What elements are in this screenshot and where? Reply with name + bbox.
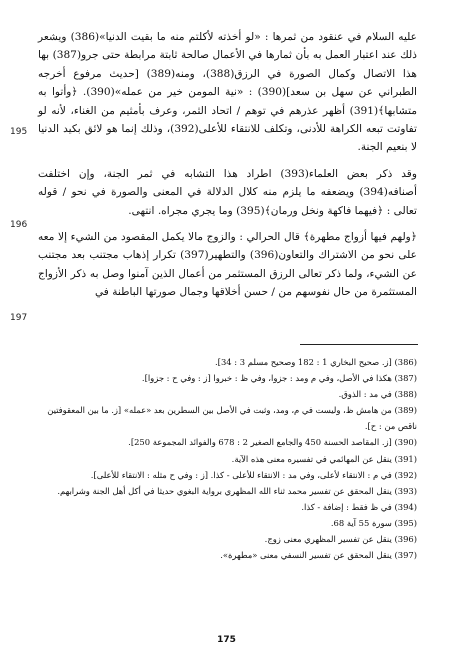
footnote-388: (388) في مد : الذوق.	[338, 389, 417, 400]
margin-number-196: 196	[10, 220, 28, 230]
main-text	[38, 28, 417, 308]
page-number: 175	[217, 635, 236, 645]
footnote-389: (389) من هامش ظ، وليست في م، ومد، وثبت في الأصل بين السطرين بعد «عمله» [ز. ما بين المعقوفتين ناقص من : ح].	[47, 405, 417, 432]
margin-number-195: 195	[10, 127, 28, 137]
footnote-divider	[300, 344, 418, 345]
margin-number-197: 197	[10, 313, 28, 323]
paragraph-1: عليه السلام في عنقود من ثمرها : «لو أخذته لأكلتم منه ما بقيت الدنيا»(386) ويشعر ذلك عند اعتبار العمل به بأن ثمارها في الأعمال صالحة ثابتة مرابطة حتى جرو(387) بها هذا الاتصال وكمال الصورة في الرزق(388)، ومنه(389) [حديث مرفوع أخرجه الطبراني عن سهل بن سعد](390) : «نية المومن خير من عمله»(390). ﴿وأتوا به متشابها﴾(391) أظهر عذرهم في توهم / اتحاد الثمر، وعرف بأمثيم من الغناء، لأنه لو تفاوتت تبعه الكراهة للأدنى، وتكلف للانتقاء للأعلى(392)، وذلك إنما هو لائق بكيد الدنيا لا بنعيم الجنة.	[38, 31, 418, 154]
footnote-386: (386) [ز. صحيح البخاري 1 : 182 وصحيح مسلم 3 : 34].	[215, 357, 417, 367]
footnote-392: (392) في م : الانتقاء لأعلى، وفي مد : الانتقاء للأعلى - كذا. [ز : وفي ح مثله : الانتقاء للأعلى].	[90, 469, 417, 480]
paragraph-3: ﴿ولهم فيها أزواج مطهرة﴾ قال الحرالي : والزوج مالا يكمل المقصود من الشيء إلا معه على نحو من الاشتراك والتعاون(396) والتطهير(397) تكرار إذهاب مجتنب بعد مجتنب عن الشيء، ولما ذكر تعالى الرزق المستثمر من أعمال الذين آمنوا وصل به ذكر الأزواج المستثمرة من حال نفوسهم من / حسن أخلاقها وجمال صورتها الباطنة في	[38, 231, 418, 299]
footnotes	[38, 354, 417, 563]
footnote-387: (387) هكذا في الأصل، وفي م ومد : جزوا، وفي ظ : خبروا [ز : وفي ح : جزوا].	[141, 373, 417, 384]
footnote-394: (394) في ظ فقط : إضافة - كذا.	[301, 501, 417, 512]
paragraph-2: وقد ذكر بعض العلماء(393) اطراد هذا التشابه في ثمر الجنة، وإن اختلفت أصنافه(394) ويضعفه ما يلزم منه كلال الدلالة في المعنى والصورة في نحو / قوله تعالى : ﴿فيهما فاكهة ونخل ورمان﴾(395) وما يجري مجراه. انتهى.	[38, 167, 417, 217]
footnote-390: (390) [ز. المقاصد الحسنة 450 والجامع الصغير 2 : 678 والفوائد المجموعة 250].	[128, 437, 417, 448]
footnote-393: (393) ينقل المحقق عن تفسير محمد ثناء الله المظهري برواية البغوي حديثا في أكل أهل الجنة وشرابهم.	[57, 485, 417, 496]
footnote-395: (395) سورة 55 آية 68.	[330, 517, 417, 528]
footnote-391: (391) ينقل عن المهائمي في تفسيره معنى هذه الآية.	[231, 453, 417, 464]
footnote-396: (396) ينقل عن تفسير المظهري معنى زوج.	[264, 534, 417, 545]
footnote-397: (397) ينقل المحقق عن تفسير النسفي معنى «مطهرة».	[220, 550, 417, 561]
